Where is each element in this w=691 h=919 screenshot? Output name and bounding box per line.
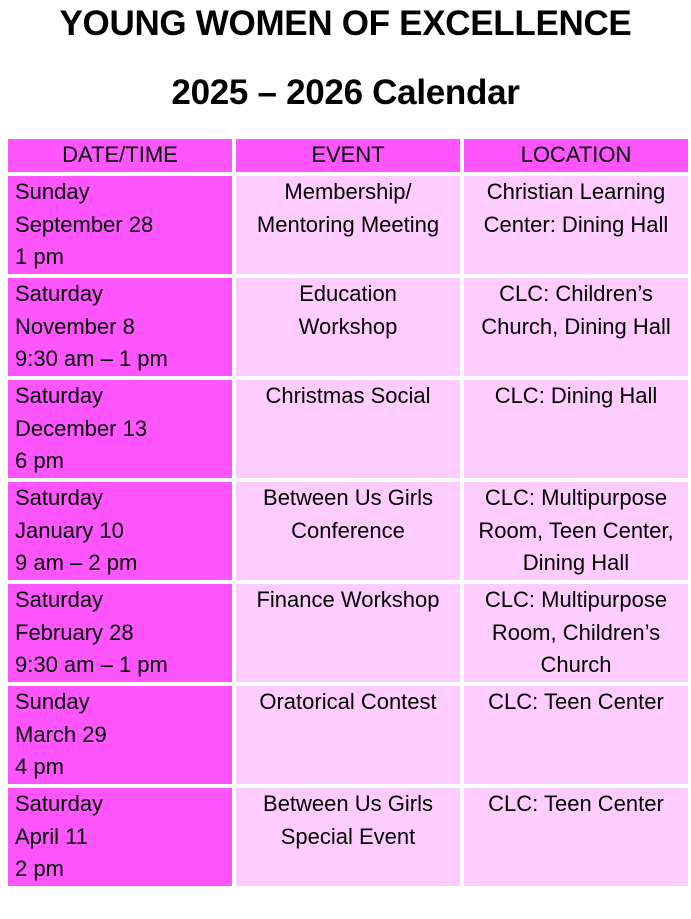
table-body [8,176,688,886]
date-time-cell [8,278,232,376]
column-header-event: EVENT [236,139,460,172]
location-cell-line: Church [540,652,612,677]
table-row [8,380,688,478]
event-cell-line: Workshop [298,313,398,339]
date-time-cell-line: September 28 [15,211,154,237]
event-cell-line: Mentoring Meeting [256,211,440,237]
date-time-cell-line: November 8 [15,313,135,339]
table-row [8,482,688,580]
table-row [8,686,688,784]
date-time-cell [8,482,232,580]
location-cell-line: Room, Children’s [491,619,661,645]
event-cell [236,278,460,376]
table-row [8,788,688,886]
date-time-cell-line: Saturday [15,281,104,306]
date-time-cell [8,176,232,274]
event-cell-line: Between Us Girls [263,791,433,816]
date-time-cell-line: 6 pm [15,448,64,473]
location-cell-line: CLC: Multipurpose [484,485,668,510]
event-cell-line: Conference [291,517,405,543]
date-time-cell-line: Saturday [15,383,104,408]
date-time-cell-line: Saturday [15,485,104,510]
date-time-cell [8,380,232,478]
location-cell-line: CLC: Teen Center [488,689,664,714]
event-cell-line: Membership/ [284,179,412,204]
date-time-cell-line: March 29 [15,721,107,747]
page-title: YOUNG WOMEN OF EXCELLENCE [59,4,632,43]
table-row [8,278,688,376]
event-cell [236,686,460,784]
table-row [8,584,688,682]
location-cell-line: CLC: Teen Center [488,791,664,816]
event-cell [236,788,460,886]
location-cell [464,686,688,784]
location-cell-line: Dining Hall [522,550,630,575]
event-cell-line: Education [299,281,397,306]
date-time-cell-line: April 11 [15,823,88,849]
event-cell-line: Special Event [280,823,416,849]
location-cell [464,176,688,274]
location-cell [464,788,688,886]
date-time-cell [8,686,232,784]
event-cell-line: Christmas Social [265,383,431,408]
date-time-cell-line: 9:30 am – 1 pm [15,652,168,677]
column-header-date-time: DATE/TIME [8,139,232,172]
location-cell-line: Center: Dining Hall [483,211,669,237]
location-cell-line: CLC: Dining Hall [494,383,658,408]
event-cell-line: Oratorical Contest [259,689,437,714]
date-time-cell-line: December 13 [15,415,148,441]
location-cell [464,380,688,478]
page-subtitle: 2025 – 2026 Calendar [171,73,520,112]
location-cell-line: Room, Teen Center, [478,517,674,543]
event-cell-line: Finance Workshop [256,587,440,612]
calendar-table [4,135,691,890]
location-cell-line: Church, Dining Hall [481,313,671,339]
date-time-cell-line: January 10 [15,517,124,543]
event-cell [236,584,460,682]
column-header-location: LOCATION [464,139,688,172]
date-time-cell [8,584,232,682]
date-time-cell-line: Saturday [15,587,104,612]
date-time-cell-line: February 28 [15,619,134,645]
date-time-cell-line: Sunday [15,179,90,204]
date-time-cell-line: 2 pm [15,856,64,881]
date-time-cell-line: Saturday [15,791,104,816]
date-time-cell-line: 9:30 am – 1 pm [15,346,168,371]
location-cell [464,278,688,376]
date-time-cell-line: 4 pm [15,754,64,779]
date-time-cell-line: 9 am – 2 pm [15,550,138,575]
location-cell-line: CLC: Multipurpose [484,587,668,612]
location-cell-line: Christian Learning [486,179,666,204]
location-cell-line: CLC: Children’s [499,281,653,306]
event-cell [236,176,460,274]
table-row [8,176,688,274]
date-time-cell-line: Sunday [15,689,90,714]
location-cell [464,482,688,580]
event-cell [236,380,460,478]
location-cell [464,584,688,682]
event-cell-line: Between Us Girls [263,485,433,510]
event-cell [236,482,460,580]
date-time-cell-line: 1 pm [15,244,64,269]
table-header-row [8,139,688,172]
date-time-cell [8,788,232,886]
